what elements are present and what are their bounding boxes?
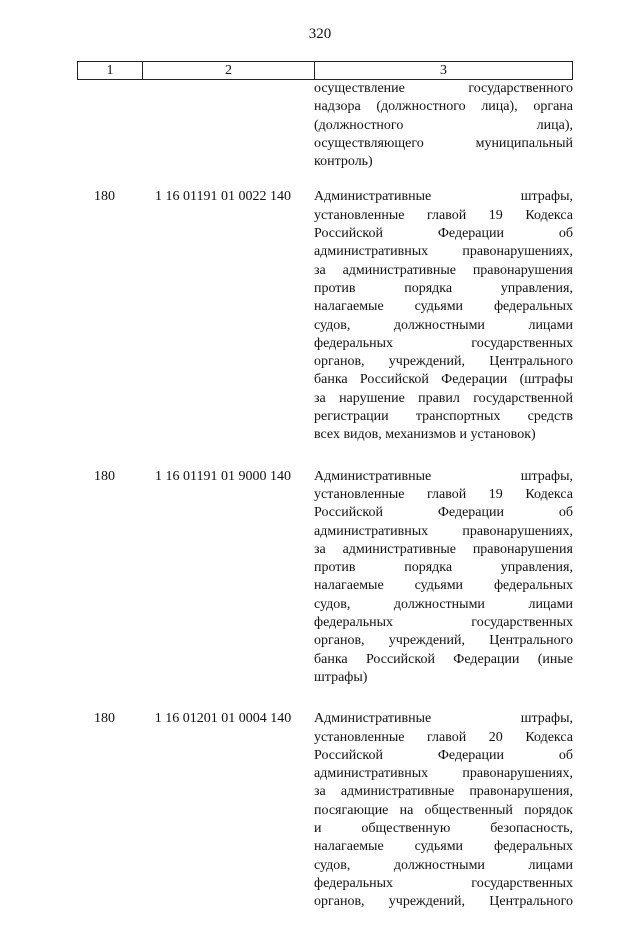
kbk-code-cell: 1 16 01191 01 9000 140 [155, 468, 291, 484]
description-line: Административные штрафы, [314, 711, 573, 727]
kbk-code-cell: 1 16 01201 01 0004 140 [154, 711, 292, 727]
description-line: федеральных государственных [314, 875, 573, 891]
description-line: за нарушение правил государственной [314, 390, 573, 406]
description-line: установленные главой 19 Кодекса [314, 207, 573, 223]
description-cell [314, 188, 573, 444]
description-line: органов, учреждений, Центрального [314, 633, 573, 649]
description-line: регистрации транспортных средств [314, 409, 573, 425]
description-line: осуществление государственного [314, 81, 573, 96]
description-line: всех видов, механизмов и установок) [314, 427, 536, 443]
table-body [77, 80, 573, 934]
description-line: за административные правонарушения [314, 541, 573, 557]
description-line: за административные правонарушения [314, 262, 573, 278]
table-row [77, 468, 573, 688]
entries-list [77, 188, 573, 911]
description-cell [314, 710, 573, 911]
table-column-header [77, 61, 573, 80]
description-line: административных правонарушениях, [314, 523, 573, 539]
description-line: против порядка управления, [314, 560, 573, 576]
description-line: банка Российской Федерации (иные [314, 651, 573, 667]
description-line: Российской Федерации об [314, 226, 573, 242]
description-line: судов, должностными лицами [314, 857, 573, 873]
description-line: Административные штрафы, [314, 189, 573, 205]
description-line: штрафы) [314, 669, 368, 685]
description-line: посягающие на общественный порядок [314, 802, 573, 818]
description-line: установленные главой 19 Кодекса [314, 486, 573, 502]
table-row [77, 188, 573, 444]
description-line: судов, должностными лицами [314, 596, 573, 612]
description-line: налагаемые судьями федеральных [314, 578, 573, 594]
description-line: против порядка управления, [314, 280, 573, 296]
description-line: органов, учреждений, Центрального [314, 894, 573, 910]
admin-code-cell: 180 [94, 468, 115, 484]
admin-code-cell: 180 [94, 711, 115, 727]
description-line: установленные главой 20 Кодекса [314, 729, 573, 745]
description-line: банка Российской Федерации (штрафы [314, 372, 573, 388]
column-header-3: 3 [440, 62, 447, 78]
table-row [77, 710, 573, 911]
description-line: Административные штрафы, [314, 468, 573, 484]
page-number: 320 [308, 26, 332, 42]
description-line: федеральных государственных [314, 615, 573, 631]
description-line: контроль) [314, 154, 373, 170]
description-line: судов, должностными лицами [314, 317, 573, 333]
description-cell [314, 468, 573, 688]
description-line: налагаемые судьями федеральных [314, 839, 573, 855]
description-line: административных правонарушениях, [314, 766, 573, 782]
description-line: надзора (должностного лица), органа [314, 99, 573, 115]
kbk-code-cell: 1 16 01191 01 0022 140 [155, 189, 291, 205]
description-line: за административные правонарушения, [314, 784, 573, 800]
description-line: органов, учреждений, Центрального [314, 354, 573, 370]
description-line: налагаемые судьями федеральных [314, 299, 573, 315]
description-line: Российской Федерации об [314, 747, 573, 763]
description-line: осуществляющего муниципальный [314, 135, 573, 151]
column-header-2: 2 [143, 62, 315, 79]
column-header-1: 1 [78, 62, 143, 79]
continuation-row [77, 80, 573, 171]
description-line: и общественную безопасность, [314, 820, 573, 836]
description-line: административных правонарушениях, [314, 244, 573, 260]
description-line: Российской Федерации об [314, 505, 573, 521]
continuation-description [314, 80, 573, 171]
description-line: (должностного лица), [314, 117, 573, 133]
description-line: федеральных государственных [314, 335, 573, 351]
admin-code-cell: 180 [94, 189, 115, 205]
